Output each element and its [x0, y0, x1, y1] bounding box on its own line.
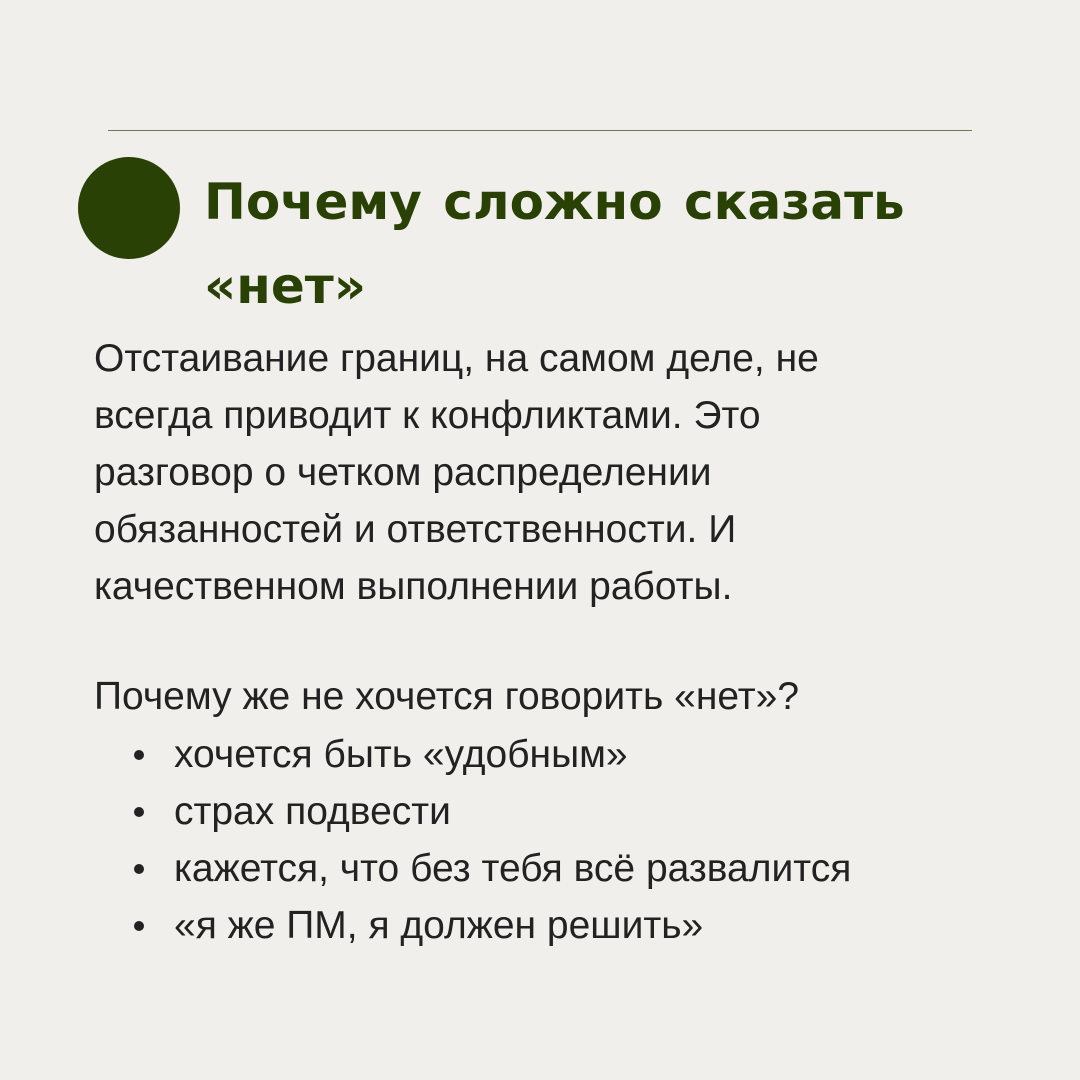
- bullet-dot-icon: [134, 921, 144, 931]
- paragraph-line: обязанностей и ответственности. И: [94, 508, 737, 551]
- list-item-text: страх подвести: [174, 790, 451, 833]
- question-text: Почему же не хочется говорить «нет»?: [94, 675, 800, 718]
- intro-paragraph: [94, 330, 994, 615]
- paragraph-line: разговор о четком распределении: [94, 451, 712, 494]
- list-item-text: кажется, что без тебя всё развалится: [174, 847, 852, 890]
- page-title: [204, 160, 1004, 328]
- title-line-2: «нет»: [204, 257, 367, 315]
- paragraph-line: качественном выполнении работы.: [94, 565, 733, 608]
- bullet-dot-icon: [134, 750, 144, 760]
- bullet-dot-icon: [134, 807, 144, 817]
- title-line-1: Почему сложно сказать: [204, 173, 905, 231]
- paragraph-line: Отстаивание границ, на самом деле, не: [94, 337, 819, 380]
- title-marker-circle: [78, 157, 180, 259]
- paragraph-line: всегда приводит к конфликтами. Это: [94, 394, 761, 437]
- top-divider: [108, 130, 972, 131]
- list-item-text: хочется быть «удобным»: [174, 733, 628, 776]
- list-item-text: «я же ПМ, я должен решить»: [174, 904, 704, 947]
- bullet-dot-icon: [134, 864, 144, 874]
